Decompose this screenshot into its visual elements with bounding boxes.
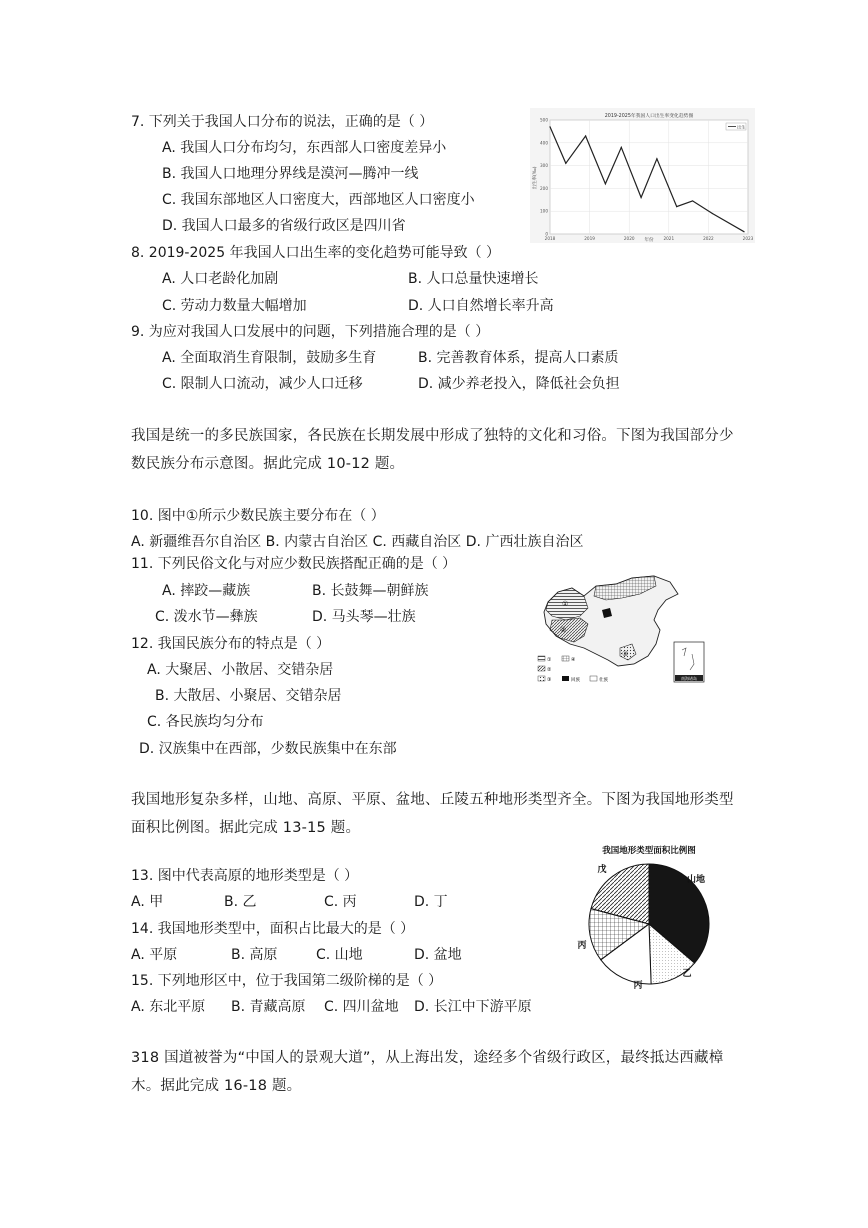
q15-stem: 15. 下列地形区中，位于我国第二级阶梯的是（ ） <box>131 973 443 989</box>
q9-stem: 9. 为应对我国人口发展中的问题，下列措施合理的是（ ） <box>131 324 490 340</box>
map-svg <box>536 574 708 686</box>
q14-option-b: B. 高原 <box>231 947 278 963</box>
q7-option-c: C. 我国东部地区人口密度大，西部地区人口密度小 <box>162 192 475 208</box>
legend-label: 出生 <box>737 124 746 130</box>
q11-stem: 11. 下列民俗文化与对应少数民族搭配正确的是（ ） <box>131 556 457 572</box>
q12-stem: 12. 我国民族分布的特点是（ ） <box>131 636 331 652</box>
line-chart-legend <box>726 123 746 131</box>
birth-rate-point <box>676 206 677 207</box>
y-tick-label: 0 <box>545 231 548 237</box>
q11-option-c: C. 泼水节—彝族 <box>155 609 258 625</box>
pie-chart-title: 我国地形类型面积比例图 <box>602 846 696 856</box>
birth-rate-point <box>621 147 622 148</box>
q14-stem: 14. 我国地形类型中，面积占比最大的是（ ） <box>131 921 415 937</box>
birth-rate-line-chart <box>530 108 755 243</box>
birth-rate-point <box>692 200 693 201</box>
map-legend <box>538 656 608 683</box>
pie-slice-label: 乙 <box>682 969 692 979</box>
inset-label: 南海诸岛 <box>681 676 697 681</box>
q13-option-d: D. 丁 <box>414 894 448 910</box>
pie-slice-label: 山地 <box>686 875 706 885</box>
map-legend-1: ① <box>547 657 552 663</box>
map-legend-4: ④ <box>571 657 576 663</box>
pie-chart-svg <box>574 842 724 990</box>
birth-rate-point <box>656 158 657 159</box>
x-tick-label: 2020 <box>623 236 635 241</box>
q8-option-b: B. 人口总量快速增长 <box>408 271 539 287</box>
q7-stem: 7. 下列关于我国人口分布的说法，正确的是（ ） <box>131 114 434 130</box>
y-tick-label: 300 <box>540 163 548 169</box>
birth-rate-point <box>640 197 641 198</box>
pie-slice-label: 戊 <box>597 865 607 875</box>
q9-option-d: D. 减少养老投入，降低社会负担 <box>418 376 620 392</box>
map-mark-1: ① <box>562 600 569 608</box>
map-mark-3: ③ <box>622 650 629 658</box>
q9-option-a: A. 全面取消生育限制，鼓励多生育 <box>162 350 377 366</box>
q11-option-d: D. 马头琴—壮族 <box>312 609 416 625</box>
pie-slice-label: 丙 <box>633 981 643 990</box>
q9-option-c: C. 限制人口流动，减少人口迁移 <box>162 376 363 392</box>
x-tick-label: 2022 <box>703 236 714 241</box>
q8-stem: 8. 2019-2025 年我国人口出生率的变化趋势可能导致（ ） <box>131 245 501 261</box>
map-legend-zhuang: 壮族 <box>599 678 608 683</box>
birth-rate-point <box>549 126 550 127</box>
x-tick-label: 2019 <box>584 236 595 241</box>
passage-route-318: 318 国道被誉为“中国人的景观大道”，从上海出发，途经多个省级行政区，最终抵达西藏樟木。据此完成 16-18 题。 <box>131 1050 724 1094</box>
y-tick-label: 400 <box>540 140 548 146</box>
y-tick-label: 500 <box>540 117 548 123</box>
q14-option-c: C. 山地 <box>316 947 363 963</box>
q8-option-a: A. 人口老龄化加剧 <box>162 271 279 287</box>
y-tick-label: 200 <box>540 185 548 191</box>
landform-pie-chart <box>574 842 724 990</box>
ethnic-distribution-map <box>536 574 708 686</box>
q7-option-b: B. 我国人口地理分界线是漠河—腾冲一线 <box>162 166 419 182</box>
map-legend-2: ② <box>547 667 552 673</box>
birth-rate-point <box>565 163 566 164</box>
q15-option-c: C. 四川盆地 <box>324 999 399 1015</box>
q7-option-d: D. 我国人口最多的省级行政区是四川省 <box>162 218 406 234</box>
birth-rate-point <box>712 213 713 214</box>
y-axis-label: 出生率(‰) <box>533 166 538 190</box>
x-axis-label: 年份 <box>644 238 654 243</box>
q11-option-a: A. 摔跤—藏族 <box>162 583 251 599</box>
line-chart-title: 2019-2025年我国人口出生率变化趋势图 <box>604 114 694 119</box>
q8-option-d: D. 人口自然增长率升高 <box>408 298 554 314</box>
q11-option-b: B. 长鼓舞—朝鲜族 <box>312 583 429 599</box>
passage-landforms: 我国地形复杂多样，山地、高原、平原、盆地、丘陵五种地形类型齐全。下图为我国地形类型面积比例图。据此完成 13-15 题。 <box>131 792 734 836</box>
q12-option-a: A. 大聚居、小散居、交错杂居 <box>147 662 334 678</box>
birth-rate-point <box>743 231 744 232</box>
map-legend-hui: 回族 <box>571 678 580 683</box>
q14-option-d: D. 盆地 <box>414 947 462 963</box>
map-legend-3: ③ <box>547 677 552 683</box>
q10-stem: 10. 图中①所示少数民族主要分布在（ ） <box>131 508 385 524</box>
line-chart-svg <box>530 108 755 243</box>
x-tick-label: 2018 <box>544 236 556 241</box>
map-mark-2: ② <box>560 626 567 634</box>
q13-option-a: A. 甲 <box>131 894 164 910</box>
passage-ethnic-groups: 我国是统一的多民族国家，各民族在长期发展中形成了独特的文化和习俗。下图为我国部分少数民族分布示意图。据此完成 10-12 题。 <box>131 428 734 472</box>
q13-option-b: B. 乙 <box>224 894 257 910</box>
q8-option-c: C. 劳动力数量大幅增加 <box>162 298 307 314</box>
x-tick-label: 2023 <box>742 236 754 241</box>
birth-rate-point <box>605 183 606 184</box>
pie-slice-label: 丙 <box>577 941 587 951</box>
q13-option-c: C. 丙 <box>324 894 357 910</box>
q15-option-b: B. 青藏高原 <box>231 999 306 1015</box>
q12-option-c: C. 各民族均匀分布 <box>147 714 264 730</box>
q10-options: A. 新疆维吾尔自治区 B. 内蒙古自治区 C. 西藏自治区 D. 广西壮族自治区 <box>131 534 584 550</box>
q12-option-d: D. 汉族集中在西部，少数民族集中在东部 <box>139 741 397 757</box>
x-tick-label: 2021 <box>663 236 675 241</box>
q14-option-a: A. 平原 <box>131 947 178 963</box>
q9-option-b: B. 完善教育体系，提高人口素质 <box>418 350 619 366</box>
q7-option-a: A. 我国人口分布均匀，东西部人口密度差异小 <box>162 140 447 156</box>
south-china-sea-inset <box>674 642 704 682</box>
q12-option-b: B. 大散居、小聚居、交错杂居 <box>155 688 342 704</box>
birth-rate-point <box>585 135 586 136</box>
q15-option-d: D. 长江中下游平原 <box>414 999 532 1015</box>
q15-option-a: A. 东北平原 <box>131 999 206 1015</box>
y-tick-label: 100 <box>540 208 548 214</box>
q13-stem: 13. 图中代表高原的地形类型是（ ） <box>131 868 359 884</box>
